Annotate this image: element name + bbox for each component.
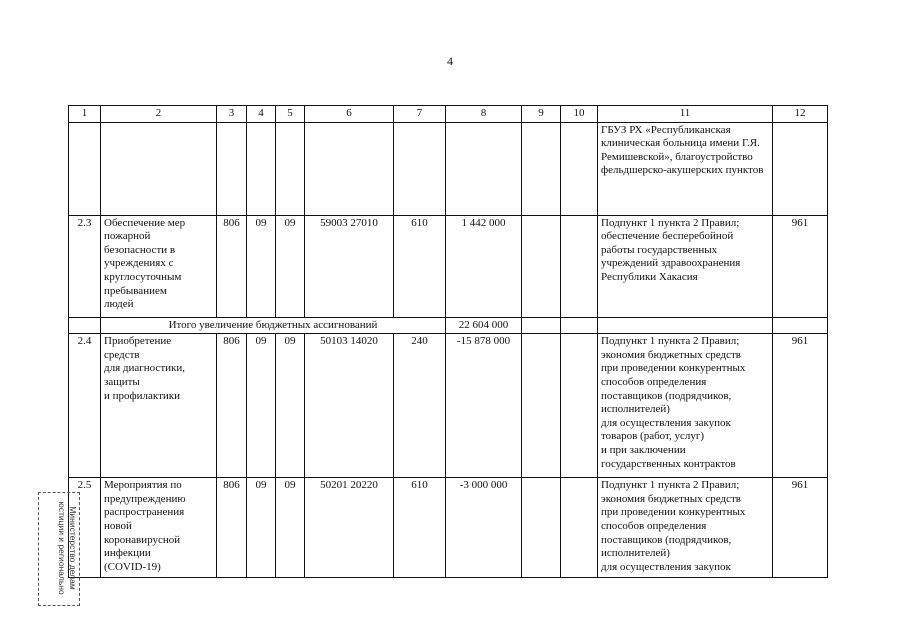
table-cell bbox=[69, 122, 101, 215]
header-cell: 10 bbox=[561, 106, 598, 123]
table-cell bbox=[773, 122, 828, 215]
ministry-code: 806 bbox=[217, 478, 247, 578]
section-code: 09 bbox=[247, 215, 276, 317]
header-cell: 11 bbox=[598, 106, 773, 123]
subsection-code: 09 bbox=[276, 215, 305, 317]
header-row bbox=[69, 106, 828, 123]
table-cell bbox=[561, 334, 598, 478]
code-12: 961 bbox=[773, 478, 828, 578]
header-cell: 8 bbox=[446, 106, 522, 123]
expense-type-code: 610 bbox=[394, 478, 446, 578]
table-cell bbox=[773, 317, 828, 334]
justification: Подпункт 1 пункта 2 Правил; экономия бюджетных средств при проведении конкурентных способов определения поставщиков (подрядчиков, исполнителей) для осуществления закупок товаров (работ, услуг) и при заключении государственных контрактов bbox=[598, 334, 773, 478]
stamp-text: Министерство делам юстиции и регионально bbox=[57, 501, 78, 595]
table-cell bbox=[561, 122, 598, 215]
table-cell bbox=[561, 215, 598, 317]
expense-type-code: 610 bbox=[394, 215, 446, 317]
row-number: 2.5 bbox=[69, 478, 101, 578]
table-row-2-4 bbox=[69, 334, 828, 478]
amount: -3 000 000 bbox=[446, 478, 522, 578]
row-number: 2.3 bbox=[69, 215, 101, 317]
table-cell bbox=[69, 317, 101, 334]
table-cell bbox=[522, 317, 561, 334]
table-row-2-5 bbox=[69, 478, 828, 578]
amount: 1 442 000 bbox=[446, 215, 522, 317]
table-cell bbox=[101, 122, 217, 215]
header-cell: 3 bbox=[217, 106, 247, 123]
table-cell bbox=[217, 122, 247, 215]
table-cell bbox=[247, 122, 276, 215]
table-cell bbox=[305, 122, 394, 215]
measure-name: Обеспечение мер пожарной безопасности в учреждениях с круглосуточным пребыванием людей bbox=[101, 215, 217, 317]
header-cell: 9 bbox=[522, 106, 561, 123]
section-code: 09 bbox=[247, 334, 276, 478]
target-article-code: 59003 27010 bbox=[305, 215, 394, 317]
table-row-2-3 bbox=[69, 215, 828, 317]
measure-name: Мероприятия по предупреждению распространения новой коронавирусной инфекции (COVID-19) bbox=[101, 478, 217, 578]
table-cell bbox=[561, 317, 598, 334]
page-number: 4 bbox=[447, 54, 453, 68]
code-12: 961 bbox=[773, 334, 828, 478]
recipient-note: ГБУЗ РХ «Республиканская клиническая больница имени Г.Я. Ремишевской», благоустройство фельдшерско-акушерских пунктов bbox=[598, 122, 773, 215]
table-cell bbox=[394, 122, 446, 215]
expense-type-code: 240 bbox=[394, 334, 446, 478]
budget-table bbox=[68, 105, 828, 578]
row-number: 2.4 bbox=[69, 334, 101, 478]
header-cell: 7 bbox=[394, 106, 446, 123]
code-12: 961 bbox=[773, 215, 828, 317]
total-label: Итого увеличение бюджетных ассигнований bbox=[101, 317, 446, 334]
ministry-code: 806 bbox=[217, 334, 247, 478]
table-cell bbox=[522, 478, 561, 578]
header-cell: 2 bbox=[101, 106, 217, 123]
amount: -15 878 000 bbox=[446, 334, 522, 478]
ministry-code: 806 bbox=[217, 215, 247, 317]
table-cell bbox=[598, 317, 773, 334]
table-cell bbox=[522, 122, 561, 215]
measure-name: Приобретение средств для диагностики, защиты и профилактики bbox=[101, 334, 217, 478]
table-row-continuation bbox=[69, 122, 828, 215]
table-cell bbox=[522, 215, 561, 317]
table-cell bbox=[561, 478, 598, 578]
table-cell bbox=[522, 334, 561, 478]
target-article-code: 50103 14020 bbox=[305, 334, 394, 478]
header-cell: 5 bbox=[276, 106, 305, 123]
section-code: 09 bbox=[247, 478, 276, 578]
table-cell bbox=[446, 122, 522, 215]
table-cell bbox=[276, 122, 305, 215]
header-cell: 4 bbox=[247, 106, 276, 123]
subsection-code: 09 bbox=[276, 478, 305, 578]
header-cell: 1 bbox=[69, 106, 101, 123]
total-row bbox=[69, 317, 828, 334]
target-article-code: 50201 20220 bbox=[305, 478, 394, 578]
justification: Подпункт 1 пункта 2 Правил; обеспечение бесперебойной работы государственных учреждений здравоохранения Республики Хакасия bbox=[598, 215, 773, 317]
header-cell: 12 bbox=[773, 106, 828, 123]
subsection-code: 09 bbox=[276, 334, 305, 478]
total-amount: 22 604 000 bbox=[446, 317, 522, 334]
header-cell: 6 bbox=[305, 106, 394, 123]
justification: Подпункт 1 пункта 2 Правил; экономия бюджетных средств при проведении конкурентных способов определения поставщиков (подрядчиков, исполнителей) для осуществления закупок bbox=[598, 478, 773, 578]
